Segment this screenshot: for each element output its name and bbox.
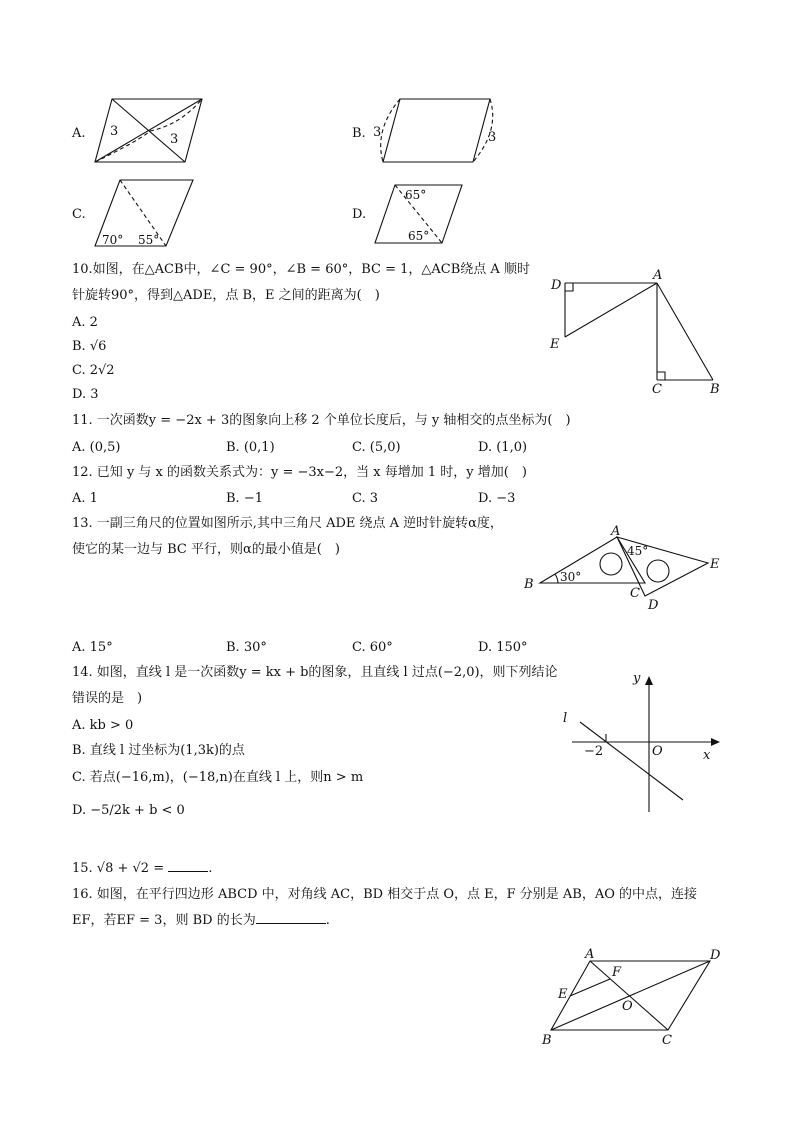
q12-option-a: A. 1: [72, 491, 98, 506]
q11-option-d: D. (1,0): [478, 440, 528, 455]
q12-option-d: D. −3: [478, 491, 516, 506]
q12-option-c: C. 3: [352, 491, 379, 506]
q9-option-d-label: D.: [352, 207, 367, 222]
q9c-angle-55: 55°: [138, 233, 160, 247]
q15-end: .: [208, 861, 213, 876]
q13-point-c: C: [630, 586, 640, 601]
q13-option-a: A. 15°: [72, 640, 113, 655]
q9b-mark-1: 3: [373, 125, 382, 140]
q11-stem: 11. 一次函数y = −2x + 3的图象向上移 2 个单位长度后，与 y 轴相交的点坐标为( ): [72, 413, 571, 428]
q10-point-d: D: [551, 278, 562, 293]
q14-option-c: C. 若点(−16,m)，(−18,n)在直线 l 上，则n > m: [72, 770, 364, 785]
q10-point-e: E: [550, 337, 560, 352]
q13-point-a: A: [611, 524, 621, 539]
q16-point-c: C: [662, 1033, 672, 1048]
q16-point-d: D: [710, 948, 721, 963]
q13-point-b: B: [524, 577, 534, 592]
q13-option-c: C. 60°: [352, 640, 393, 655]
q9c-angle-70: 70°: [102, 233, 124, 247]
q10-option-b: B. √6: [72, 339, 107, 354]
q16-point-o: O: [622, 999, 633, 1014]
q16-point-b: B: [542, 1033, 552, 1048]
q10-point-a: A: [653, 268, 663, 283]
q9-option-c-label: C.: [72, 207, 86, 222]
q10-stem-line-1: 10.如图，在△ACB中，∠C = 90°，∠B = 60°，BC = 1，△ACB绕点 A 顺时: [72, 262, 530, 277]
q14-option-b: B. 直线 l 过坐标为(1,3k)的点: [72, 743, 245, 758]
q9d-angle-top: 65°: [405, 188, 427, 202]
q14-label-x: x: [703, 748, 711, 763]
q10-option-d: D. 3: [72, 387, 99, 402]
q10-stem-line-2: 针旋转90°，得到△ADE，点 B，E 之间的距离为( ): [72, 288, 380, 303]
q10-option-a: A. 2: [72, 315, 98, 330]
q14-label-l: l: [563, 711, 568, 726]
q14-option-d: D. −5/2k + b < 0: [72, 803, 185, 818]
q16-diagonal-ac: [590, 961, 668, 1030]
q9d-angle-bottom: 65°: [408, 229, 430, 243]
q13-option-b: B. 30°: [226, 640, 267, 655]
q14-stem-line-1: 14. 如图，直线 l 是一次函数y = kx + b的图象，且直线 l 过点(−2,0)，则下列结论: [72, 665, 558, 680]
q10-option-c: C. 2√2: [72, 363, 115, 378]
q16-diagonal-bd: [551, 961, 710, 1030]
q9-option-b-label: B.: [352, 126, 366, 141]
q14-label-y: y: [633, 671, 641, 686]
q14-label-tick: −2: [584, 744, 604, 759]
q12-stem: 12. 已知 y 与 x 的函数关系式为：y = −3x−2，当 x 每增加 1 时，y 增加( ): [72, 465, 527, 480]
q13-stem-line-2: 使它的某一边与 BC 平行，则α的最小值是( ): [72, 542, 340, 557]
q13-angle-45: 45°: [627, 544, 649, 558]
q16-stem-line-1: 16. 如图，在平行四边形 ABCD 中，对角线 AC，BD 相交于点 O，点 E，F 分别是 AB，AO 的中点，连接: [72, 887, 698, 902]
q11-option-c: C. (5,0): [352, 440, 401, 455]
q14-label-origin: O: [652, 744, 663, 759]
q9-option-a-label: A.: [72, 126, 86, 141]
q12-option-b: B. −1: [226, 491, 263, 506]
q13-point-e: E: [710, 557, 720, 572]
q16-point-a: A: [585, 947, 595, 962]
q13-point-d: D: [648, 598, 659, 613]
q16-stem-line-2-text: EF，若EF = 3，则 BD 的长为: [72, 913, 256, 928]
q14-stem-line-2: 错误的是 ): [72, 691, 143, 706]
q16-segment-ef: [570, 979, 610, 996]
q9a-mark-2: 3: [170, 132, 179, 147]
q16-end: .: [325, 913, 330, 928]
q11-option-a: A. (0,5): [72, 440, 121, 455]
q13-stem-line-1: 13. 一副三角尺的位置如图所示,其中三角尺 ADE 绕点 A 逆时针旋转α度，: [72, 516, 503, 531]
q15-expression: 15. √8 + √2 =: [72, 861, 165, 876]
q9a-mark-1: 3: [110, 124, 119, 139]
q16-point-f: F: [612, 965, 622, 980]
q14-option-a: A. kb > 0: [72, 718, 134, 733]
q9b-mark-2: 3: [488, 130, 497, 145]
q10-point-c: C: [652, 382, 662, 397]
q11-option-b: B. (0,1): [226, 440, 275, 455]
q13-angle-30: 30°: [560, 570, 582, 584]
q16-point-e: E: [558, 987, 568, 1002]
q13-option-d: D. 150°: [478, 640, 528, 655]
q10-point-b: B: [710, 382, 720, 397]
